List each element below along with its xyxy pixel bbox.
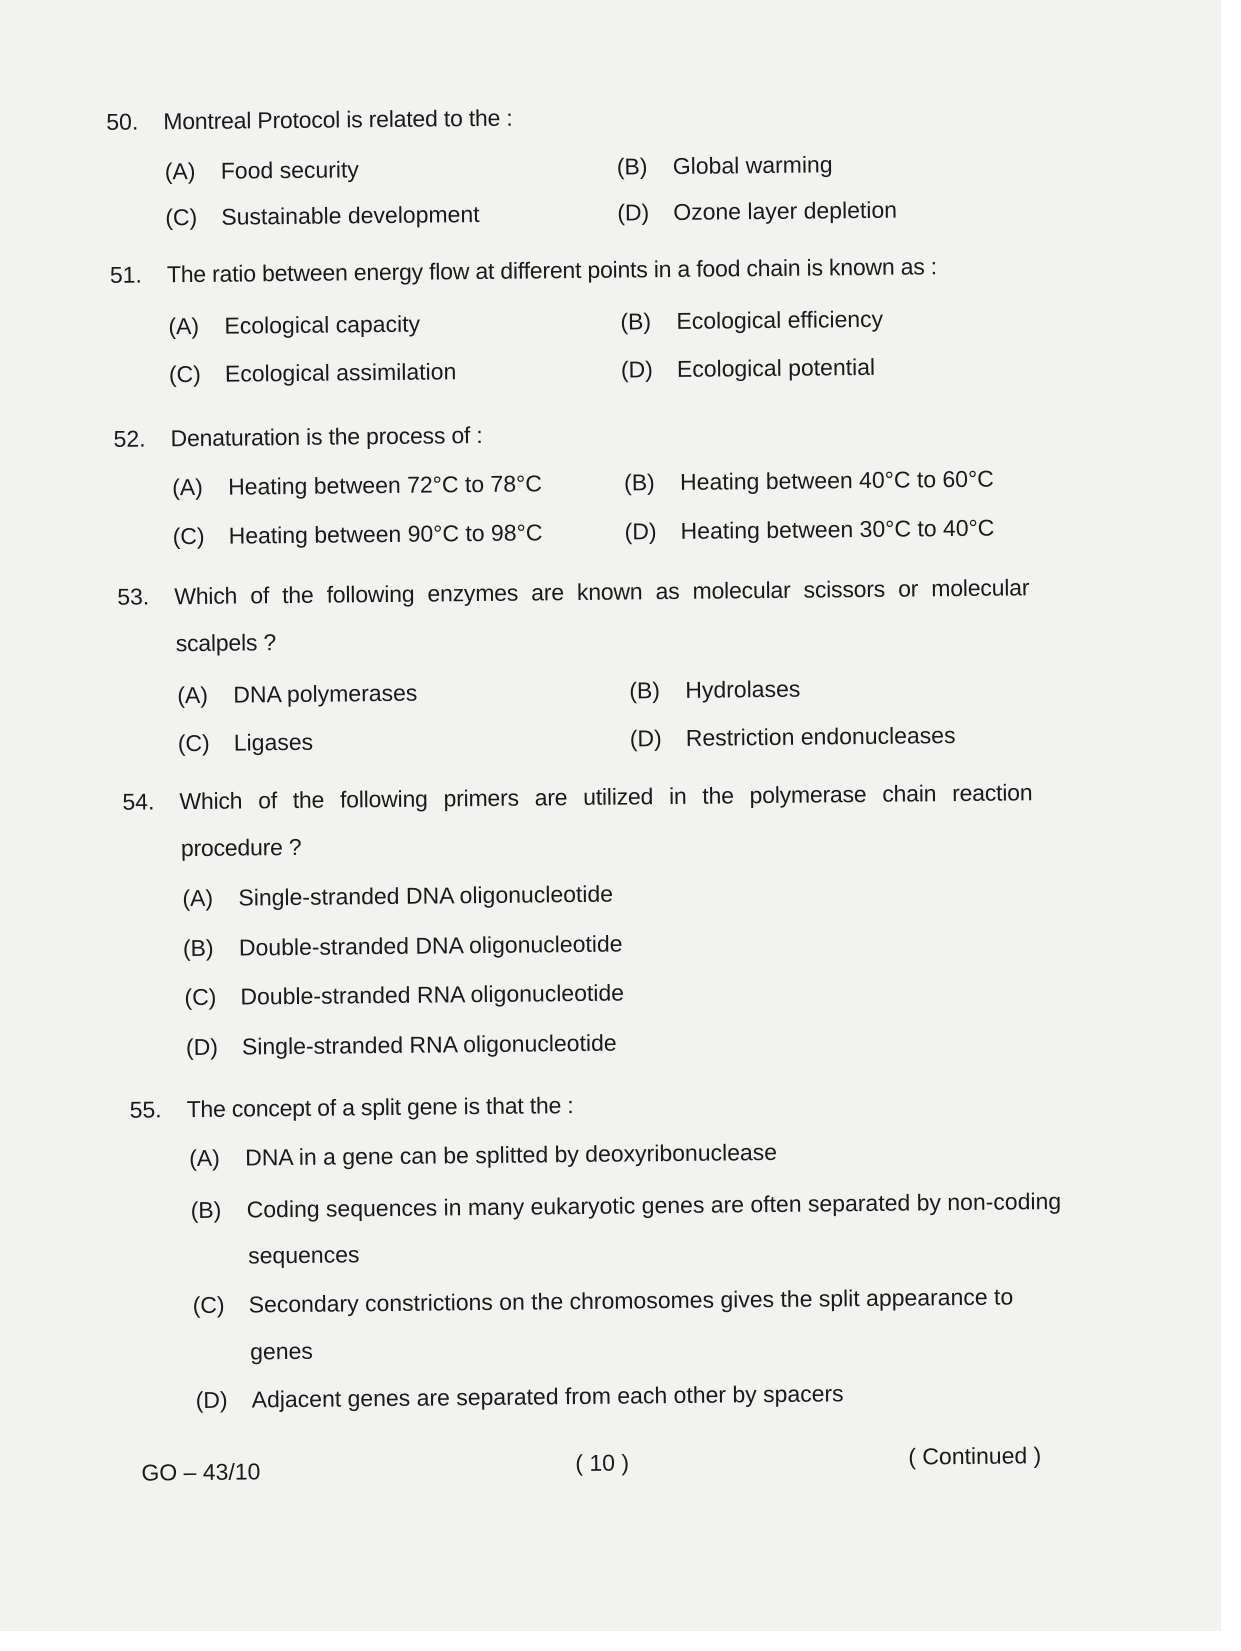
continued-label: ( Continued ) bbox=[908, 1442, 1042, 1470]
question-number: 52. bbox=[113, 425, 146, 452]
question-text: Montreal Protocol is related to the : bbox=[163, 104, 513, 135]
option-c: (C) Heating between 90°C to 98°C bbox=[172, 519, 543, 550]
option-c-continued: genes bbox=[250, 1337, 313, 1365]
option-d: (D) Restriction endonucleases bbox=[629, 722, 956, 752]
question-number: 53. bbox=[117, 583, 150, 610]
option-b: (B) Global warming bbox=[616, 151, 833, 180]
question-number: 50. bbox=[106, 108, 139, 135]
option-b-continued: sequences bbox=[248, 1241, 360, 1269]
option-c: (C) Double-stranded RNA oligonucleotide bbox=[184, 979, 625, 1011]
option-d: (D) Ecological potential bbox=[620, 353, 876, 383]
option-c: (C) Ligases bbox=[177, 728, 314, 757]
option-b: (B) Ecological efficiency bbox=[620, 305, 884, 335]
option-b: (B) Double-stranded DNA oligonucleotide bbox=[182, 930, 623, 962]
option-a: (A) Single-stranded DNA oligonucleotide bbox=[182, 880, 614, 912]
question-text-continued: scalpels ? bbox=[175, 629, 277, 657]
page-edge bbox=[1221, 0, 1241, 1651]
paper-code: GO – 43/10 bbox=[141, 1458, 261, 1486]
option-a: (A) Food security bbox=[164, 156, 359, 185]
option-a: (A) Ecological capacity bbox=[168, 310, 421, 340]
option-d: (D) Ozone layer depletion bbox=[617, 196, 898, 226]
option-c: (C) Secondary constrictions on the chromosomes gives the split appearance to bbox=[192, 1283, 1014, 1319]
option-c: (C) Sustainable development bbox=[165, 200, 480, 231]
page-edge bbox=[0, 1631, 1241, 1651]
question-text: The ratio between energy flow at different points in a food chain is known as : bbox=[166, 253, 938, 288]
question-text: Which of the following enzymes are known as molecular scissors or molecular bbox=[174, 574, 1030, 610]
option-a: (A) DNA polymerases bbox=[177, 679, 418, 709]
page-number: ( 10 ) bbox=[575, 1449, 630, 1477]
question-text-continued: procedure ? bbox=[180, 833, 302, 862]
option-d: (D) Single-stranded RNA oligonucleotide bbox=[185, 1029, 617, 1061]
option-b: (B) Coding sequences in many eukaryotic genes are often separated by non-coding bbox=[190, 1187, 1062, 1224]
option-d: (D) Adjacent genes are separated from each other by spacers bbox=[195, 1380, 844, 1414]
option-b: (B) Heating between 40°C to 60°C bbox=[623, 465, 994, 496]
question-number: 51. bbox=[109, 261, 143, 288]
question-number: 54. bbox=[122, 788, 155, 815]
option-a: (A) Heating between 72°C to 78°C bbox=[171, 470, 542, 501]
question-text: The concept of a split gene is that the : bbox=[186, 1092, 574, 1123]
option-a: (A) DNA in a gene can be splitted by deoxyribonuclease bbox=[189, 1138, 778, 1172]
option-d: (D) Heating between 30°C to 40°C bbox=[624, 514, 995, 545]
question-text: Which of the following primers are utilized in the polymerase chain reaction bbox=[179, 779, 1033, 815]
question-text: Denaturation is the process of : bbox=[170, 421, 483, 452]
option-b: (B) Hydrolases bbox=[629, 675, 801, 704]
question-number: 55. bbox=[129, 1096, 162, 1123]
option-c: (C) Ecological assimilation bbox=[168, 358, 457, 388]
